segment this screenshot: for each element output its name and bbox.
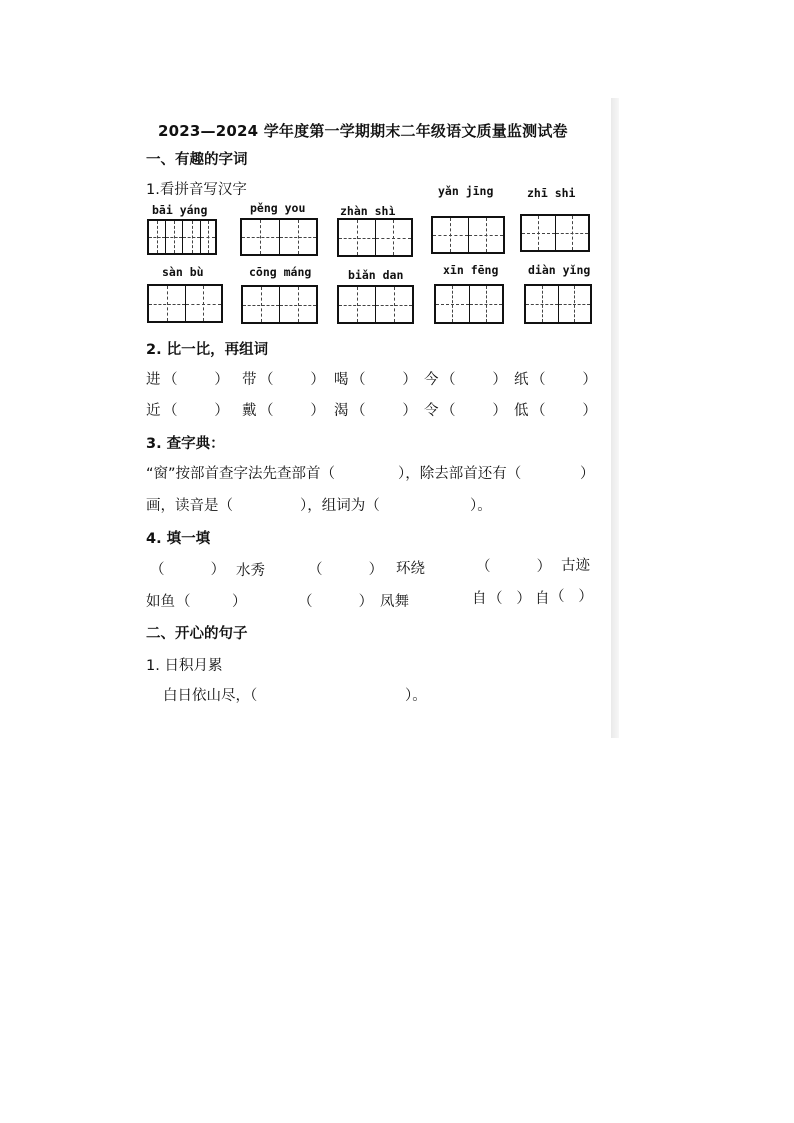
compare-char: 戴 <box>242 403 257 419</box>
compare-char: 纸 <box>514 372 529 388</box>
page-title: 2023—2024 学年度第一学期期末二年级语文质量监测试卷 <box>158 122 568 140</box>
writing-grid[interactable] <box>241 285 318 324</box>
q3-label: 3. 查字典： <box>146 436 225 452</box>
compare-char: 渴 <box>334 403 349 419</box>
pinyin-label: xīn fēng <box>443 263 499 277</box>
answer-blank[interactable]: （ ） <box>488 591 531 607</box>
q3-text: 画，读音是（ <box>146 498 233 514</box>
pinyin-label: pěng you <box>250 201 306 215</box>
answer-blank[interactable]: （ ） <box>176 594 247 610</box>
writing-grid[interactable] <box>147 219 217 255</box>
answer-blank[interactable]: （ ） <box>441 403 507 419</box>
idiom-text: 水秀 <box>236 563 265 579</box>
q3-text: ）。 <box>470 498 492 514</box>
poem-line-end: ）。 <box>405 688 427 704</box>
section-2-heading: 二、开心的句子 <box>146 626 248 642</box>
idiom-text: 自 <box>472 591 487 607</box>
writing-grid[interactable] <box>240 218 318 256</box>
idiom-text: 自 <box>535 591 550 607</box>
answer-blank[interactable]: （ ） <box>531 372 597 388</box>
idiom-text: 环绕 <box>396 561 425 577</box>
pinyin-label: bāi yáng <box>152 203 208 217</box>
pinyin-label: zhàn shì <box>340 204 396 218</box>
writing-grid[interactable] <box>431 216 505 254</box>
pinyin-label: yǎn jīng <box>438 184 494 198</box>
answer-blank[interactable]: （ ） <box>441 372 507 388</box>
q3-text: ），除去部首还有（ <box>398 466 522 482</box>
writing-grid[interactable] <box>524 284 592 324</box>
answer-blank[interactable]: （ ） <box>259 372 325 388</box>
compare-char: 低 <box>514 403 529 419</box>
compare-char: 进 <box>146 372 161 388</box>
pinyin-label: biǎn dan <box>348 268 404 282</box>
q3-text: ） <box>580 466 595 482</box>
compare-char: 带 <box>242 372 257 388</box>
answer-blank[interactable]: （ ） <box>163 403 229 419</box>
idiom-text: 古迹 <box>561 558 590 574</box>
idiom-text: 如鱼 <box>146 594 175 610</box>
pinyin-label: zhī shi <box>527 186 576 200</box>
q3-text: ），组词为（ <box>300 498 380 514</box>
compare-char: 喝 <box>334 372 349 388</box>
answer-blank[interactable]: （ ） <box>150 562 226 578</box>
section-1-heading: 一、有趣的字词 <box>146 152 248 168</box>
answer-blank[interactable]: （ ） <box>308 562 384 578</box>
compare-char: 近 <box>146 403 161 419</box>
compare-char: 令 <box>424 403 439 419</box>
answer-blank[interactable]: （ ） <box>298 594 374 610</box>
pinyin-label: sàn bù <box>162 265 204 279</box>
answer-blank[interactable]: （ ） <box>550 589 593 605</box>
page-edge-shadow <box>611 98 619 738</box>
q2-label: 2. 比一比，再组词 <box>146 342 269 358</box>
idiom-text: 凤舞 <box>380 594 409 610</box>
writing-grid[interactable] <box>520 214 590 252</box>
answer-blank[interactable]: （ ） <box>351 372 417 388</box>
poem-line: 白日依山尽，（ <box>163 688 258 704</box>
pinyin-label: diàn yǐng <box>528 263 591 277</box>
answer-blank[interactable]: （ ） <box>531 403 597 419</box>
compare-char: 今 <box>424 372 439 388</box>
writing-grid[interactable] <box>337 218 413 257</box>
pinyin-label: cōng máng <box>249 265 312 279</box>
q4-label: 4. 填一填 <box>146 531 211 547</box>
writing-grid[interactable] <box>147 284 223 323</box>
writing-grid[interactable] <box>434 284 504 324</box>
q1-label: 1.看拼音写汉字 <box>146 182 247 198</box>
answer-blank[interactable]: （ ） <box>351 403 417 419</box>
q3-text: “窗”按部首查字法先查部首（ <box>146 466 336 482</box>
answer-blank[interactable]: （ ） <box>476 559 552 575</box>
answer-blank[interactable]: （ ） <box>259 403 325 419</box>
writing-grid[interactable] <box>337 285 414 324</box>
answer-blank[interactable]: （ ） <box>163 372 229 388</box>
s2-q1-label: 1. 日积月累 <box>146 658 223 674</box>
